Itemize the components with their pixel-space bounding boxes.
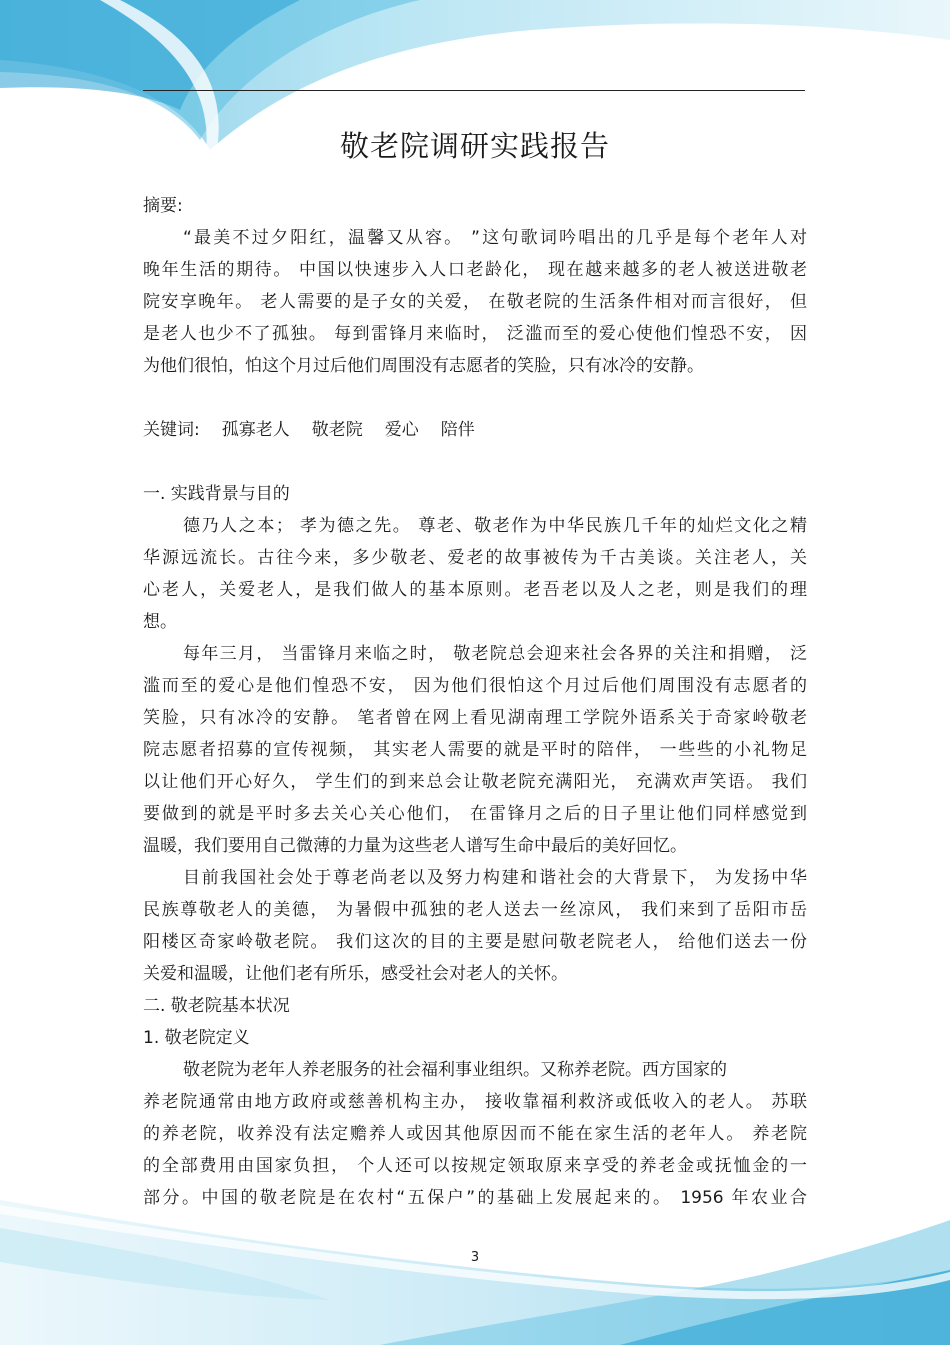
paragraph-line: 院志愿者招募的宣传视频， 其实老人需要的就是平时的陪伴， 一些些的小礼物足: [143, 740, 807, 760]
keyword: 孤寡老人: [221, 420, 290, 440]
paragraph-line: 敬老院为老年人养老服务的社会福利事业组织。又称养老院。西方国家的: [183, 1060, 727, 1080]
abstract-line: 晚年生活的期待。 中国以快速步入人口老龄化， 现在越来越多的老人被送进敬老: [143, 260, 807, 280]
paragraph-line: 心老人，关爱老人，是我们做人的基本原则。老吾老以及人之老，则是我们的理: [143, 580, 807, 600]
header-rule: [143, 90, 805, 91]
page-number: 3: [470, 1250, 480, 1265]
subsection-heading: 1. 敬老院定义: [143, 1028, 250, 1048]
abstract-line: “最美不过夕阳红，温馨又从容。 ”这句歌词吟唱出的几乎是每个老年人对: [183, 228, 807, 248]
keyword: 陪伴: [440, 420, 475, 440]
keyword: 爱心: [384, 420, 419, 440]
paragraph-line: 的养老院，收养没有法定赡养人或因其他原因而不能在家生活的老年人。 养老院: [143, 1124, 807, 1144]
paragraph-line: 滥而至的爱心是他们惶恐不安， 因为他们很怕这个月过后他们周围没有志愿者的: [143, 676, 807, 696]
paragraph-line: 德乃人之本； 孝为德之先。 尊老、敬老作为中华民族几千年的灿烂文化之精: [183, 516, 807, 536]
abstract-label: 摘要:: [143, 196, 183, 216]
paragraph-line: 华源远流长。古往今来，多少敬老、爱老的故事被传为千古美谈。关注老人，关: [143, 548, 807, 568]
paragraph-line: 想。: [143, 612, 177, 632]
paragraph-line: 要做到的就是平时多去关心关心他们， 在雷锋月之后的日子里让他们同样感觉到: [143, 804, 807, 824]
paragraph-line: 的全部费用由国家负担， 个人还可以按规定领取原来享受的养老金或抚恤金的一: [143, 1156, 807, 1176]
section-heading: 二. 敬老院基本状况: [143, 996, 290, 1016]
section-heading: 一. 实践背景与目的: [143, 484, 290, 504]
paragraph-line: 目前我国社会处于尊老尚老以及努力构建和谐社会的大背景下， 为发扬中华: [183, 868, 807, 888]
keywords-label: 关键词:: [143, 420, 200, 440]
keywords-row: [143, 414, 807, 446]
paragraph-line: 以让他们开心好久， 学生们的到来总会让敬老院充满阳光， 充满欢声笑语。 我们: [143, 772, 807, 792]
paragraph-line: 养老院通常由地方政府或慈善机构主办， 接收靠福利救济或低收入的老人。 苏联: [143, 1092, 807, 1112]
paragraph-line: 阳楼区奇家岭敬老院。 我们这次的目的主要是慰问敬老院老人， 给他们送去一份: [143, 932, 807, 952]
paragraph-line: 民族尊敬老人的美德， 为暑假中孤独的老人送去一丝凉风， 我们来到了岳阳市岳: [143, 900, 807, 920]
paragraph-line: 笑脸，只有冰冷的安静。 笔者曾在网上看见湖南理工学院外语系关于奇家岭敬老: [143, 708, 807, 728]
paragraph-line: 温暖，我们要用自己微薄的力量为这些老人谱写生命中最后的美好回忆。: [143, 836, 687, 856]
keyword: 敬老院: [311, 420, 363, 440]
abstract-line: 为他们很怕，怕这个月过后他们周围没有志愿者的笑脸，只有冰冷的安静。: [143, 356, 704, 376]
abstract-line: 院安享晚年。 老人需要的是子女的关爱， 在敬老院的生活条件相对而言很好， 但: [143, 292, 807, 312]
abstract-line: 是老人也少不了孤独。 每到雷锋月来临时， 泛滥而至的爱心使他们惶恐不安， 因: [143, 324, 807, 344]
paragraph-line: 关爱和温暖，让他们老有所乐，感受社会对老人的关怀。: [143, 964, 568, 984]
document-title: 敬老院调研实践报告: [339, 129, 610, 163]
paragraph-line: 部分。中国的敬老院是在农村“五保户”的基础上发展起来的。 1956 年农业合: [143, 1188, 807, 1208]
document-body: [143, 190, 807, 1214]
paragraph-line: 每年三月， 当雷锋月来临之时， 敬老院总会迎来社会各界的关注和捐赠， 泛: [183, 644, 807, 664]
